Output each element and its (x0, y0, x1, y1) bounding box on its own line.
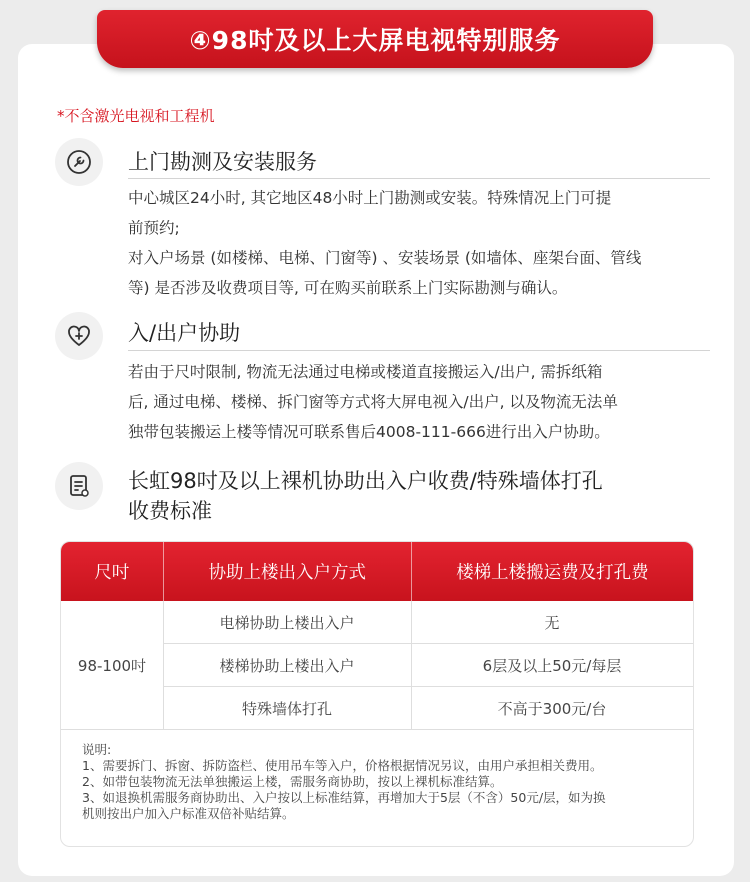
body-line: 后, 通过电梯、楼梯、拆门窗等方式将大屏电视入/出户, 以及物流无法单 (128, 393, 618, 411)
table-notes (82, 742, 682, 822)
note-line: 1、需要拆门、拆窗、拆防盗栏、使用吊车等入户，价格根据情况另议，由用户承担相关费用。 (82, 758, 603, 773)
fee-standard-section (55, 462, 695, 532)
document-icon-circle (55, 462, 103, 510)
section-banner (97, 10, 653, 68)
size-cell: 98-100吋 (77, 656, 147, 675)
body-line: 对入户场景 (如楼梯、电梯、门窗等) 、安装场景 (如墙体、座架台面、管线 (128, 249, 642, 267)
section-title: 入/出户协助 (128, 321, 241, 345)
divider (128, 178, 710, 179)
table-header (61, 542, 693, 601)
header-size: 尺吋 (61, 542, 164, 601)
body-line: 前预约; (128, 219, 180, 237)
section-body (128, 183, 710, 303)
fee-table (60, 541, 694, 847)
wrench-icon-circle (55, 138, 103, 186)
title-line: 长虹98吋及以上裸机协助出入户收费/特殊墙体打孔 (128, 469, 603, 493)
wrench-icon (66, 149, 92, 175)
fee-cell: 6层及以上50元/每层 (482, 656, 622, 675)
section-title (128, 466, 603, 526)
body-line: 等) 是否涉及收费项目等, 可在购买前联系上门实际勘测与确认。 (128, 279, 568, 297)
body-line: 中心城区24小时, 其它地区48小时上门勘测或安装。特殊情况上门可提 (128, 189, 612, 207)
exclusion-note: *不含激光电视和工程机 (57, 107, 215, 125)
fee-cell: 无 (544, 613, 560, 632)
install-service-section (55, 138, 695, 308)
entry-assist-section (55, 312, 695, 452)
banner-title: ④98吋及以上大屏电视特别服务 (189, 26, 561, 55)
body-line: 若由于尺吋限制, 物流无法通过电梯或楼道直接搬运入/出户, 需拆纸箱 (128, 363, 603, 381)
header-fee: 楼梯上楼搬运费及打孔费 (456, 563, 649, 583)
section-body (128, 357, 710, 447)
document-icon (66, 473, 92, 499)
method-cell: 楼梯协助上楼出入户 (219, 656, 355, 675)
header-method: 协助上楼出入户方式 (164, 542, 412, 601)
section-title: 上门勘测及安装服务 (128, 150, 317, 174)
title-line: 收费标准 (128, 499, 212, 523)
note-line: 2、如带包装物流无法单独搬运上楼，需服务商协助，按以上裸机标准结算。 (82, 774, 503, 789)
note-line: 说明: (82, 742, 112, 757)
note-line: 3、如退换机需服务商协助出、入户按以上标准结算，再增加大于5层（不含）50元/层，如为换 (82, 790, 606, 805)
method-cell: 特殊墙体打孔 (241, 699, 332, 718)
table-divider (61, 729, 693, 730)
note-line: 机则按出户加入户标准双倍补贴结算。 (82, 806, 295, 821)
fee-cell: 不高于300元/台 (497, 699, 607, 718)
body-line: 独带包装搬运上楼等情况可联系售后4008-111-666进行出入户协助。 (128, 423, 610, 441)
heart-icon-circle (55, 312, 103, 360)
divider (128, 350, 710, 351)
heart-plus-icon (66, 323, 92, 349)
method-cell: 电梯协助上楼出入户 (219, 613, 355, 632)
